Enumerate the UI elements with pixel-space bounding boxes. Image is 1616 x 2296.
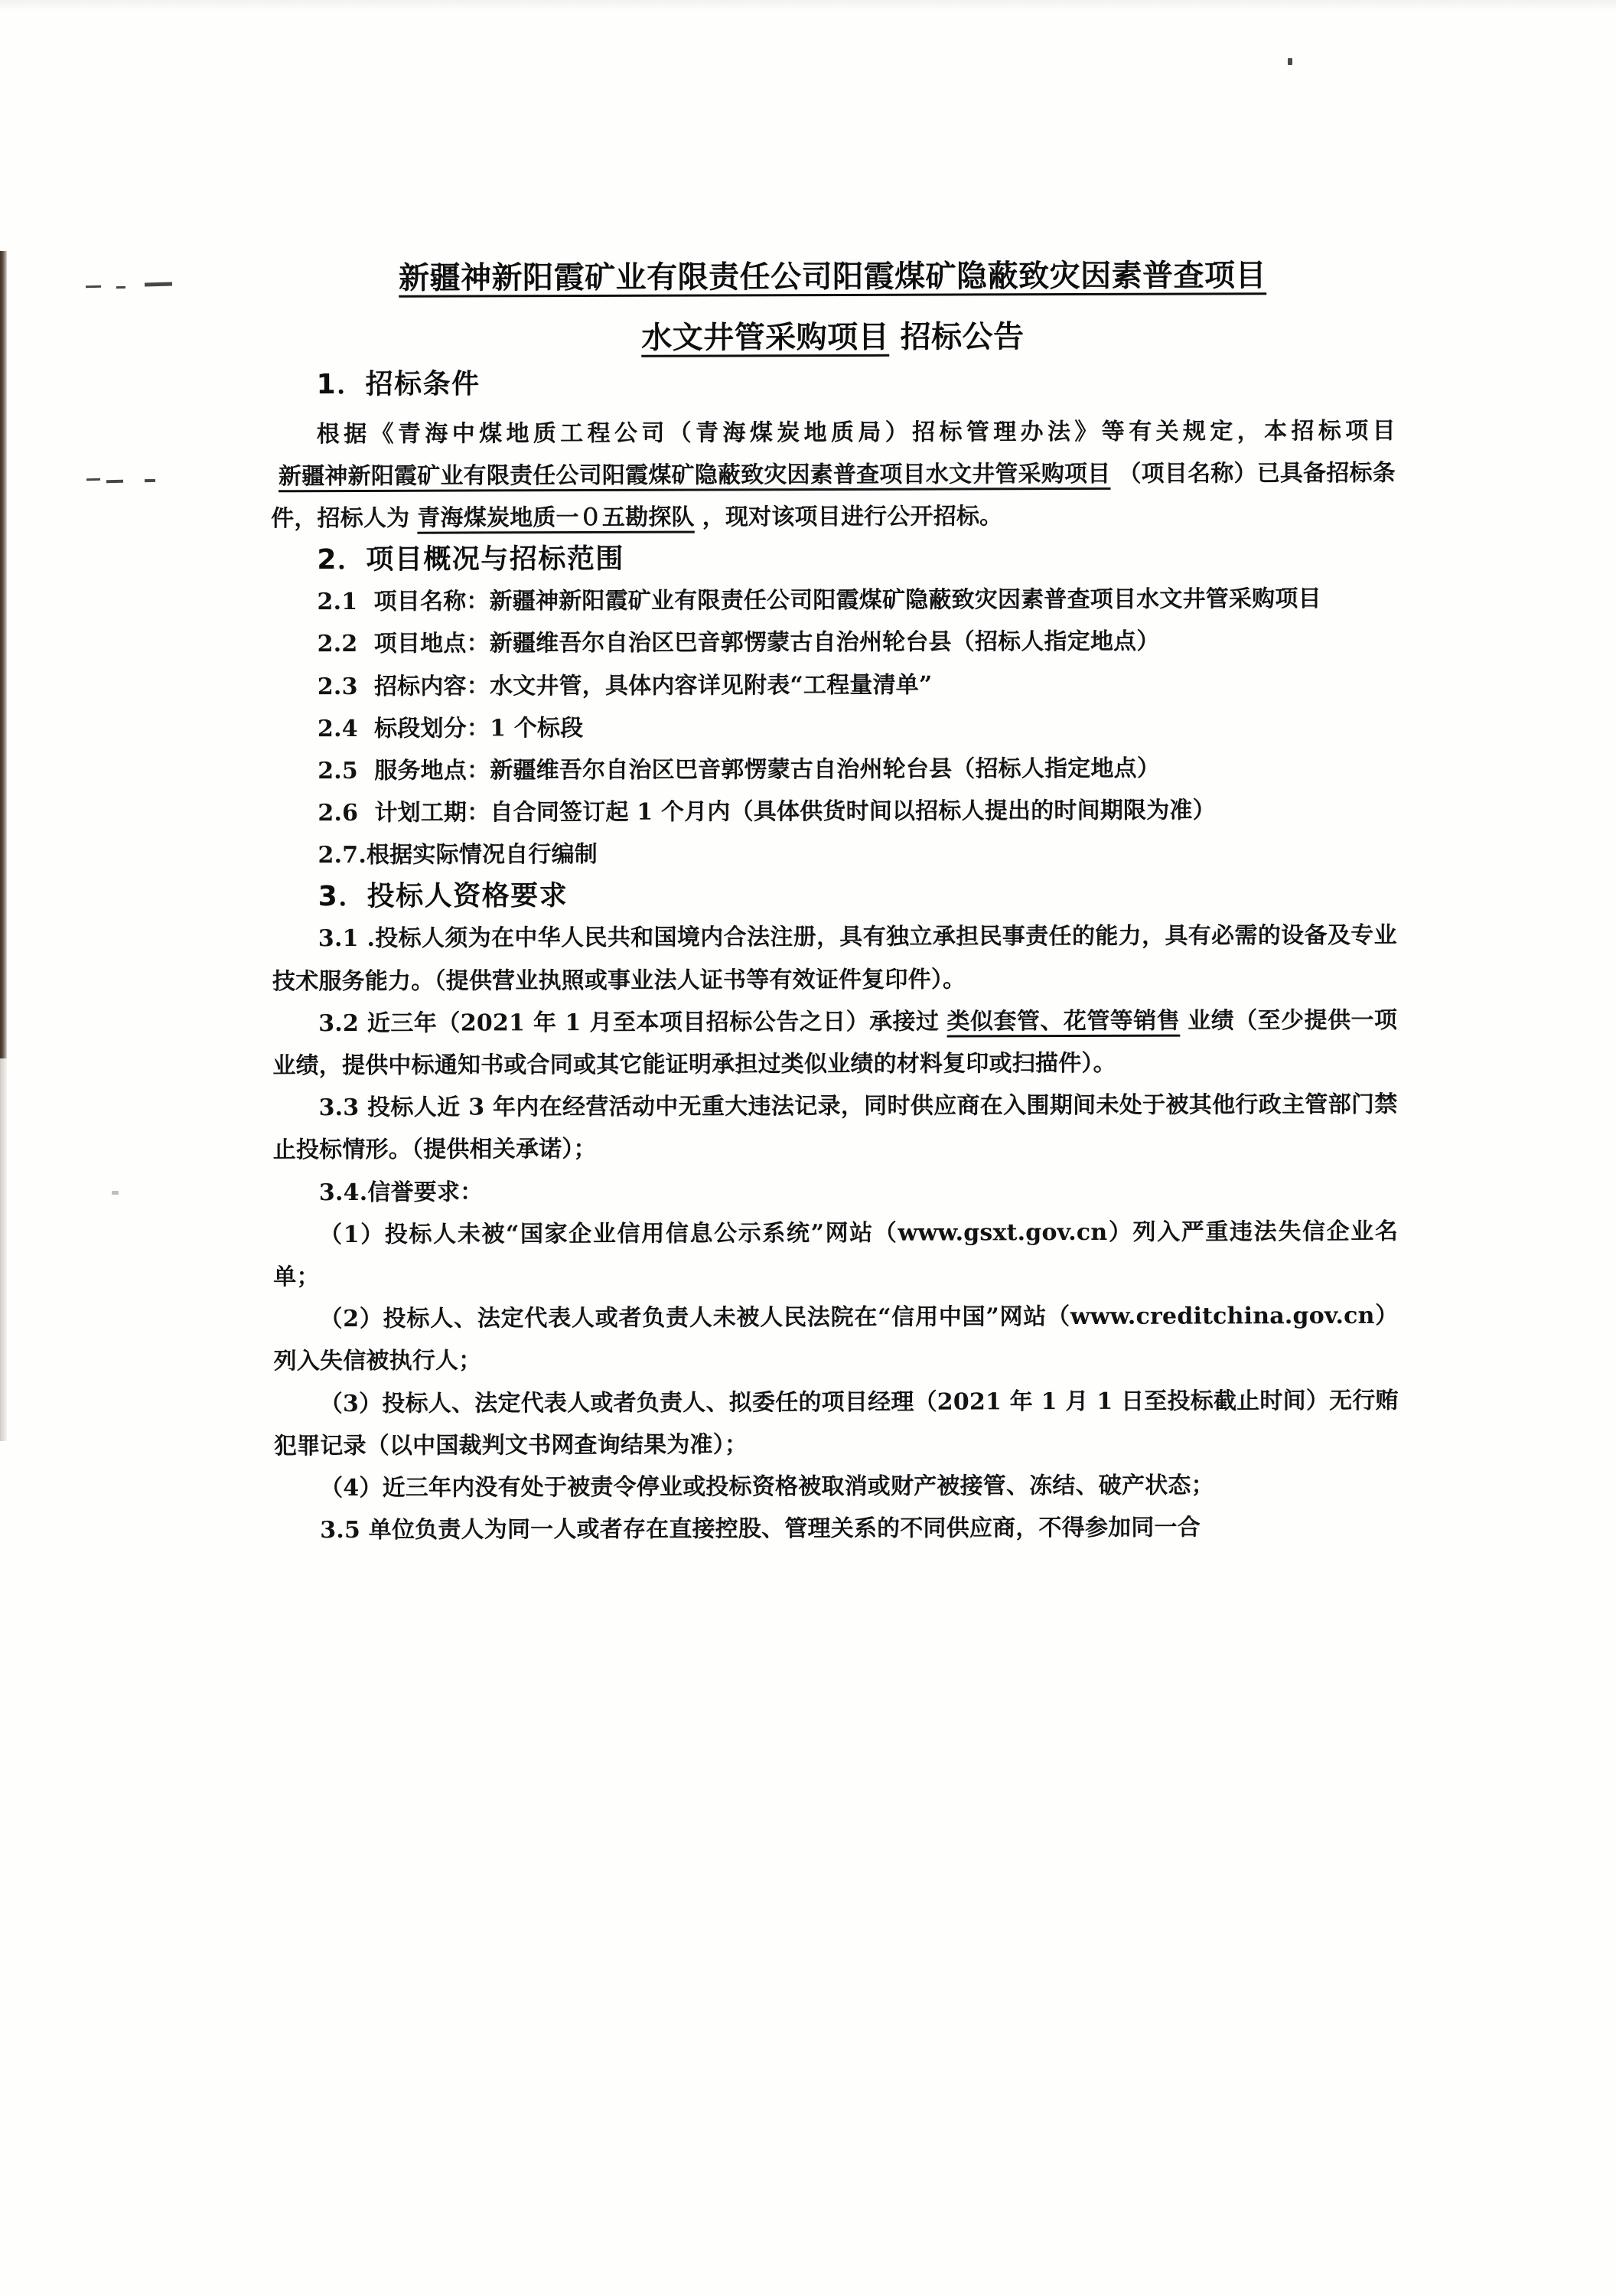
page-title	[270, 251, 1395, 364]
item-3-1: 3.1 .投标人须为在中华人民共和国境内合法注册，具有独立承担民事责任的能力，具有必需的设备及专业技术服务能力。（提供营业执照或事业法人证书等有效证件复印件）。	[272, 922, 1397, 995]
item-3-2-text-b: 业绩（至少提供一项业绩，提供中标通知书或合同或其它能证明承担过类似业绩的材料复印或扫描件）。	[272, 1006, 1398, 1080]
item-2-1-text: 项目名称：新疆神新阳霞矿业有限责任公司阳霞煤矿隐蔽致灾因素普查项目水文井管采购项目	[373, 585, 1321, 616]
item-2-7-number: 2.7.	[318, 842, 367, 869]
section-heading-3: 3．投标人资格要求	[318, 880, 569, 913]
item-2-3-number: 2.3	[317, 673, 358, 700]
item-2-4	[272, 704, 1396, 750]
item-2-2-text: 项目地点：新疆维吾尔自治区巴音郭愣蒙古自治州轮台县（招标人指定地点）	[373, 628, 1160, 658]
item-2-1-number: 2.1	[317, 589, 358, 616]
item-2-4-text: 标段划分：1 个标段	[374, 714, 584, 742]
item-3-2	[272, 1000, 1397, 1088]
item-2-6-text: 计划工期：自合同签订起 1 个月内（具体供货时间以招标人提出的时间期限为准）	[374, 797, 1216, 827]
section-heading-1: 1．招标条件	[316, 368, 481, 400]
scan-left-edge-artifact-lower	[0, 1058, 7, 1441]
item-3-4-sub-3: （3）投标人、法定代表人或者负责人、拟委任的项目经理（2021 年 1 月 1 日至投标截止时间）无行贿犯罪记录（以中国裁判文书网查询结果为准）；	[273, 1387, 1399, 1460]
item-2-5-number: 2.5	[318, 757, 359, 785]
s1-text-a: 根据《青海中煤地质工程公司（青海煤炭地质局）招标管理办法》等有关规定，本招标项目	[316, 417, 1396, 448]
item-3-4: 3.4.信誉要求：	[318, 1179, 484, 1206]
item-3-4-sub-4: （4）近三年内没有处于被责令停业或投标资格被取消或财产被接管、冻结、破产状态；	[320, 1472, 1214, 1502]
s1-blank-tenderee: 青海煤炭地质一０五勘探队	[417, 504, 695, 532]
item-2-3-text: 招标内容：水文井管，具体内容详见附表“工程量清单”	[373, 671, 933, 700]
item-2-1	[271, 578, 1396, 624]
item-3-2-blank-experience: 类似套管、花管等销售	[946, 1007, 1181, 1035]
s1-blank-project-name: 新疆神新阳霞矿业有限责任公司阳霞煤矿隐蔽致灾因素普查项目水文井管采购项目	[278, 460, 1111, 491]
item-2-2-number: 2.2	[317, 631, 358, 658]
item-2-7	[272, 831, 1396, 877]
item-2-4-number: 2.4	[317, 715, 358, 742]
scan-speck	[112, 1191, 119, 1195]
section-1-paragraph	[271, 409, 1396, 540]
s1-text-c: ，现对该项目进行公开招标。	[702, 503, 1003, 531]
item-3-3: 3.3 投标人近 3 年内在经营活动中无重大违法记录，同时供应商在入围期间未处于被其他行政主管部门禁止投标情形。（提供相关承诺）；	[272, 1091, 1398, 1164]
item-2-3	[272, 662, 1396, 708]
item-2-5-text: 服务地点：新疆维吾尔自治区巴音郭愣蒙古自治州轮台县（招标人指定地点）	[374, 755, 1161, 784]
item-2-6-number: 2.6	[318, 800, 359, 827]
margin-mark	[106, 480, 123, 484]
item-2-2	[272, 620, 1396, 666]
item-2-5	[272, 747, 1396, 793]
title-line-2: 水文井管采购项目 招标公告	[641, 319, 1025, 356]
item-2-7-text: 根据实际情况自行编制	[366, 841, 598, 869]
item-3-5: 3.5 单位负责人为同一人或者存在直接控股、管理关系的不同供应商，不得参加同一合	[320, 1514, 1201, 1544]
document-body	[269, 0, 1399, 1552]
item-2-6	[272, 789, 1396, 835]
item-3-2-text-a: 3.2 近三年（2021 年 1 月至本项目招标公告之日）承接过	[318, 1008, 940, 1037]
margin-mark	[86, 478, 100, 481]
s1-text-b: （项目名称）已具备招标条件，招标人为	[271, 459, 1396, 533]
margin-mark	[145, 282, 172, 287]
item-3-4-sub-1: （1）投标人未被“国家企业信用信息公示系统”网站（www.gsxt.gov.cn）列入严重违法失信企业名单；	[273, 1218, 1399, 1291]
title-line-1: 新疆神新阳霞矿业有限责任公司阳霞煤矿隐蔽致灾因素普查项目	[399, 258, 1267, 296]
section-heading-2: 2．项目概况与招标范围	[317, 543, 624, 576]
margin-mark	[145, 479, 155, 482]
margin-mark	[116, 286, 125, 289]
scan-left-edge-artifact	[0, 251, 7, 1058]
item-3-4-sub-2: （2）投标人、法定代表人或者负责人未被人民法院在“信用中国”网站（www.creditchina.gov.cn）列入失信被执行人；	[273, 1302, 1399, 1375]
margin-mark	[86, 285, 101, 289]
